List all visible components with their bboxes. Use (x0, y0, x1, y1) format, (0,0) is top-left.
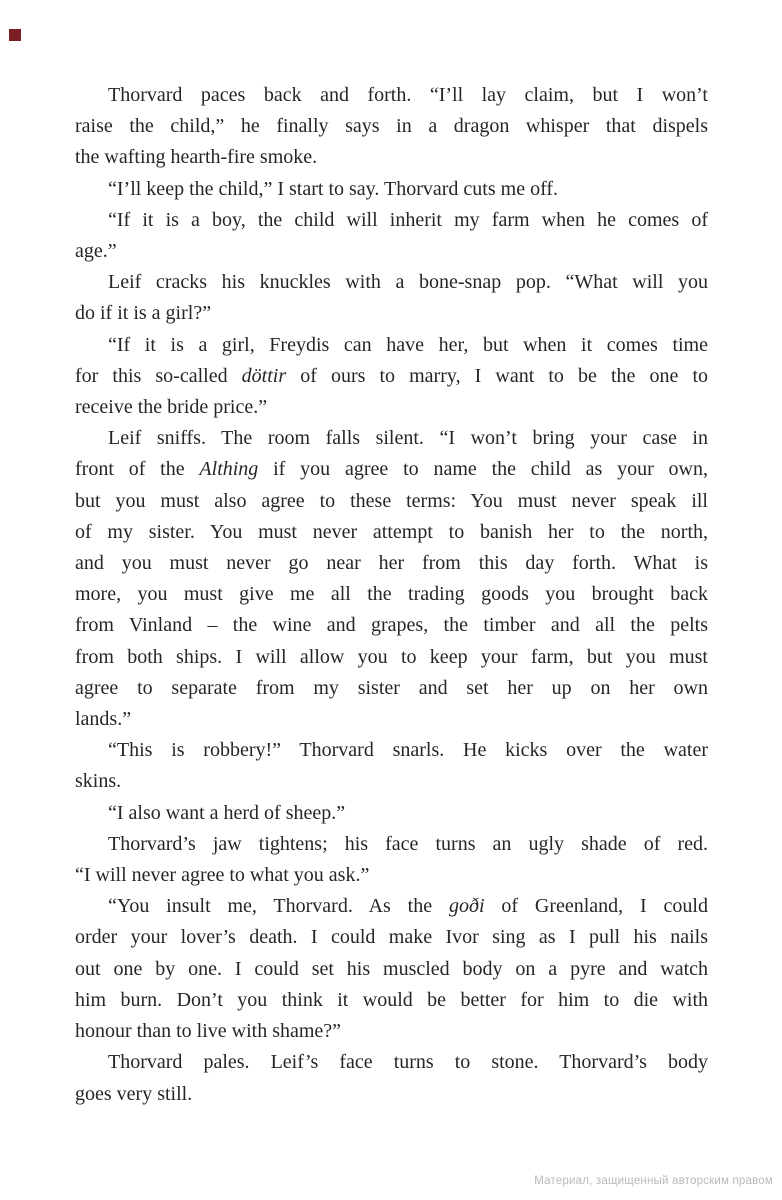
text-line (75, 985, 708, 1016)
text-segment: Thorvard’s jaw tightens; his face turns an ugly shade of red. (108, 832, 708, 855)
text-line (75, 1079, 708, 1110)
copyright-watermark: Материал, защищенный авторским правом (534, 1175, 773, 1187)
text-line (75, 80, 708, 111)
paragraph (75, 267, 708, 329)
paragraph (75, 174, 708, 205)
paragraph (75, 80, 708, 174)
text-line (75, 174, 708, 205)
text-line (75, 236, 708, 267)
text-line (75, 1016, 708, 1047)
text-segment: if you agree to name the child as your own, (258, 458, 708, 481)
text-segment: from both ships. I will allow you to keep your farm, but you must (75, 645, 708, 668)
text-line (75, 205, 708, 236)
text-line (75, 798, 708, 829)
paragraph (75, 798, 708, 829)
text-segment: but you must also agree to these terms: You must never speak ill (75, 489, 708, 512)
text-line (75, 735, 708, 766)
text-segment: from Vinland – the wine and grapes, the timber and all the pelts (75, 614, 708, 637)
text-line (75, 610, 708, 641)
text-line (75, 891, 708, 922)
text-line (75, 548, 708, 579)
text-line (75, 517, 708, 548)
text-line (75, 860, 708, 891)
italic-term: Althing (199, 458, 259, 481)
text-segment: lands.” (75, 708, 132, 731)
text-segment: “If it is a boy, the child will inherit my farm when he comes of (108, 208, 708, 231)
text-segment: receive the bride price.” (75, 396, 268, 419)
text-segment: “I’ll keep the child,” I start to say. Thorvard cuts me off. (108, 177, 559, 200)
text-segment: the wafting hearth-fire smoke. (75, 146, 318, 169)
text-line (75, 298, 708, 329)
text-segment: skins. (75, 770, 122, 793)
text-segment: “You insult me, Thorvard. As the (108, 895, 449, 918)
text-segment: do if it is a girl?” (75, 302, 212, 325)
text-segment: of ours to marry, I want to be the one to (286, 364, 709, 387)
text-line (75, 330, 708, 361)
text-line (75, 954, 708, 985)
text-segment: honour than to live with shame?” (75, 1020, 342, 1043)
text-segment: Thorvard pales. Leif’s face turns to stone. Thorvard’s body (108, 1051, 708, 1074)
text-segment: Leif cracks his knuckles with a bone-snap pop. “What will you (108, 271, 708, 294)
corner-marker (9, 29, 21, 41)
paragraph (75, 423, 708, 735)
text-line (75, 704, 708, 735)
text-line (75, 423, 708, 454)
paragraph (75, 891, 708, 1047)
paragraph (75, 330, 708, 424)
text-line (75, 579, 708, 610)
paragraph (75, 829, 708, 891)
text-line (75, 486, 708, 517)
italic-term: goði (448, 895, 485, 918)
text-line (75, 673, 708, 704)
text-segment: “If it is a girl, Freydis can have her, but when it comes time (108, 333, 708, 356)
text-line (75, 361, 708, 392)
text-segment: “I also want a herd of sheep.” (108, 801, 346, 824)
page-text (75, 80, 708, 1110)
text-segment: of Greenland, I could (484, 895, 708, 918)
text-segment: “This is robbery!” Thorvard snarls. He kicks over the water (108, 739, 708, 762)
text-line (75, 922, 708, 953)
text-line (75, 111, 708, 142)
text-segment: him burn. Don’t you think it would be better for him to die with (75, 988, 708, 1011)
text-segment: Leif sniffs. The room falls silent. “I won’t bring your case in (108, 427, 708, 450)
text-line (75, 829, 708, 860)
text-segment: front of the (75, 458, 200, 481)
text-segment: “I will never agree to what you ask.” (75, 864, 370, 887)
italic-term: döttir (241, 364, 287, 387)
text-line (75, 766, 708, 797)
paragraph (75, 205, 708, 267)
text-segment: agree to separate from my sister and set her up on her own (75, 676, 708, 699)
paragraph (75, 735, 708, 797)
text-segment: age.” (75, 240, 117, 263)
text-segment: raise the child,” he finally says in a dragon whisper that dispels (75, 115, 708, 138)
text-line (75, 267, 708, 298)
text-segment: and you must never go near her from this day forth. What is (75, 552, 708, 575)
text-segment: order your lover’s death. I could make Ivor sing as I pull his nails (75, 926, 708, 949)
paragraph (75, 1047, 708, 1109)
text-line (75, 142, 708, 173)
text-segment: of my sister. You must never attempt to banish her to the north, (75, 520, 708, 543)
text-segment: more, you must give me all the trading goods you brought back (75, 583, 708, 606)
text-line (75, 392, 708, 423)
text-line (75, 454, 708, 485)
text-segment: for this so-called (75, 364, 242, 387)
text-line (75, 1047, 708, 1078)
text-line (75, 642, 708, 673)
text-segment: Thorvard paces back and forth. “I’ll lay claim, but I won’t (108, 84, 708, 106)
text-segment: goes very still. (75, 1082, 193, 1105)
text-segment: out one by one. I could set his muscled body on a pyre and watch (75, 957, 708, 980)
